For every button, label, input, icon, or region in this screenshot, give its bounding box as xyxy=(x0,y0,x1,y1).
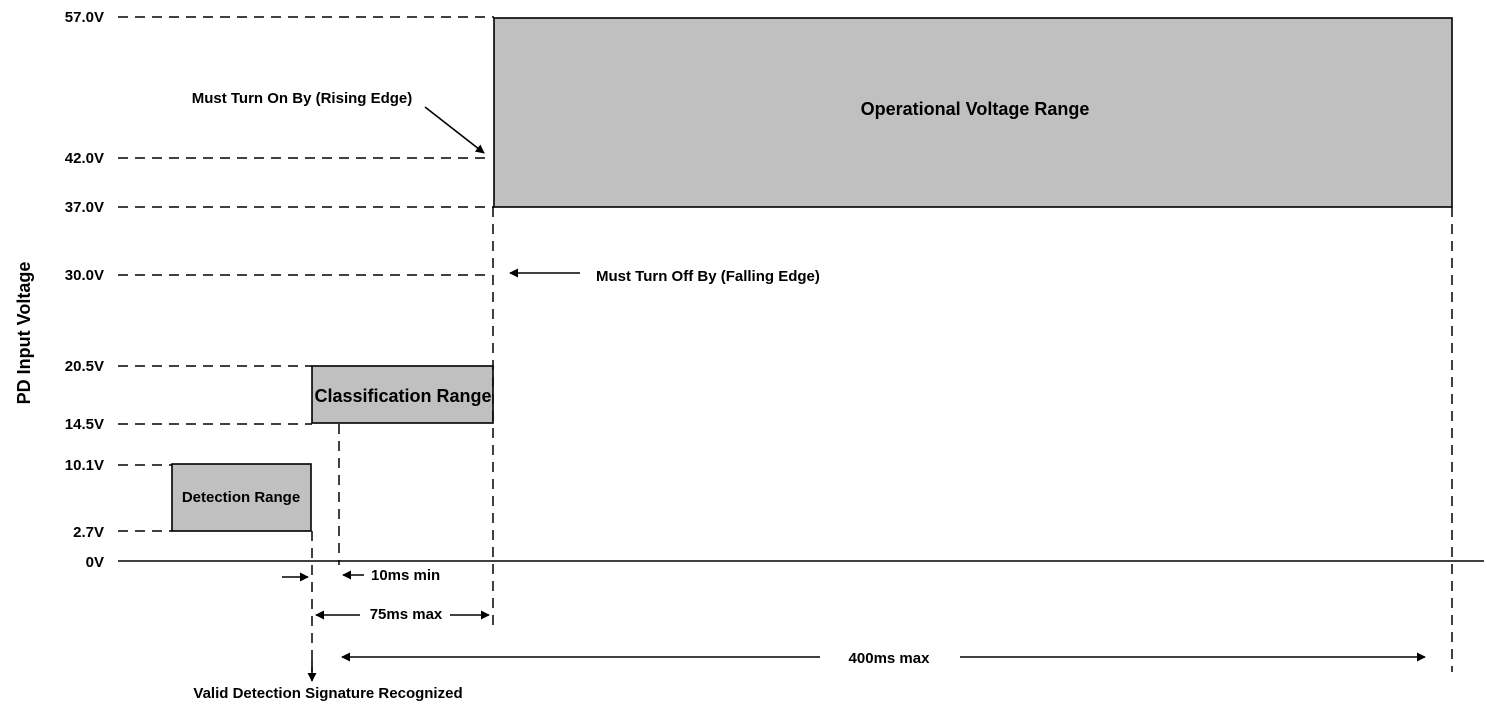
turn-off-label: Must Turn Off By (Falling Edge) xyxy=(596,268,820,285)
tick-label-57v: 57.0V xyxy=(64,9,104,26)
tick-label-42v: 42.0V xyxy=(64,150,104,167)
tick-label-2-7v: 2.7V xyxy=(73,524,104,541)
tick-label-20-5v: 20.5V xyxy=(64,358,104,375)
ten-ms-label: 10ms min xyxy=(371,567,441,584)
four-hundred-ms-label: 400ms max xyxy=(848,650,930,667)
tick-label-14-5v: 14.5V xyxy=(64,416,104,433)
classification-range-label: Classification Range xyxy=(314,386,492,406)
seventy-five-ms-label: 75ms max xyxy=(369,606,443,623)
y-axis-title: PD Input Voltage xyxy=(14,261,34,405)
valid-detection-label: Valid Detection Signature Recognized xyxy=(193,685,463,702)
tick-label-37v: 37.0V xyxy=(64,199,104,216)
tick-label-30v: 30.0V xyxy=(64,267,104,284)
turn-on-arrow xyxy=(425,107,484,153)
tick-label-10-1v: 10.1V xyxy=(64,457,104,474)
operational-range-label: Operational Voltage Range xyxy=(860,99,1090,119)
turn-on-label: Must Turn On By (Rising Edge) xyxy=(191,90,413,107)
detection-range-label: Detection Range xyxy=(181,489,301,506)
tick-label-0v: 0V xyxy=(85,554,104,571)
